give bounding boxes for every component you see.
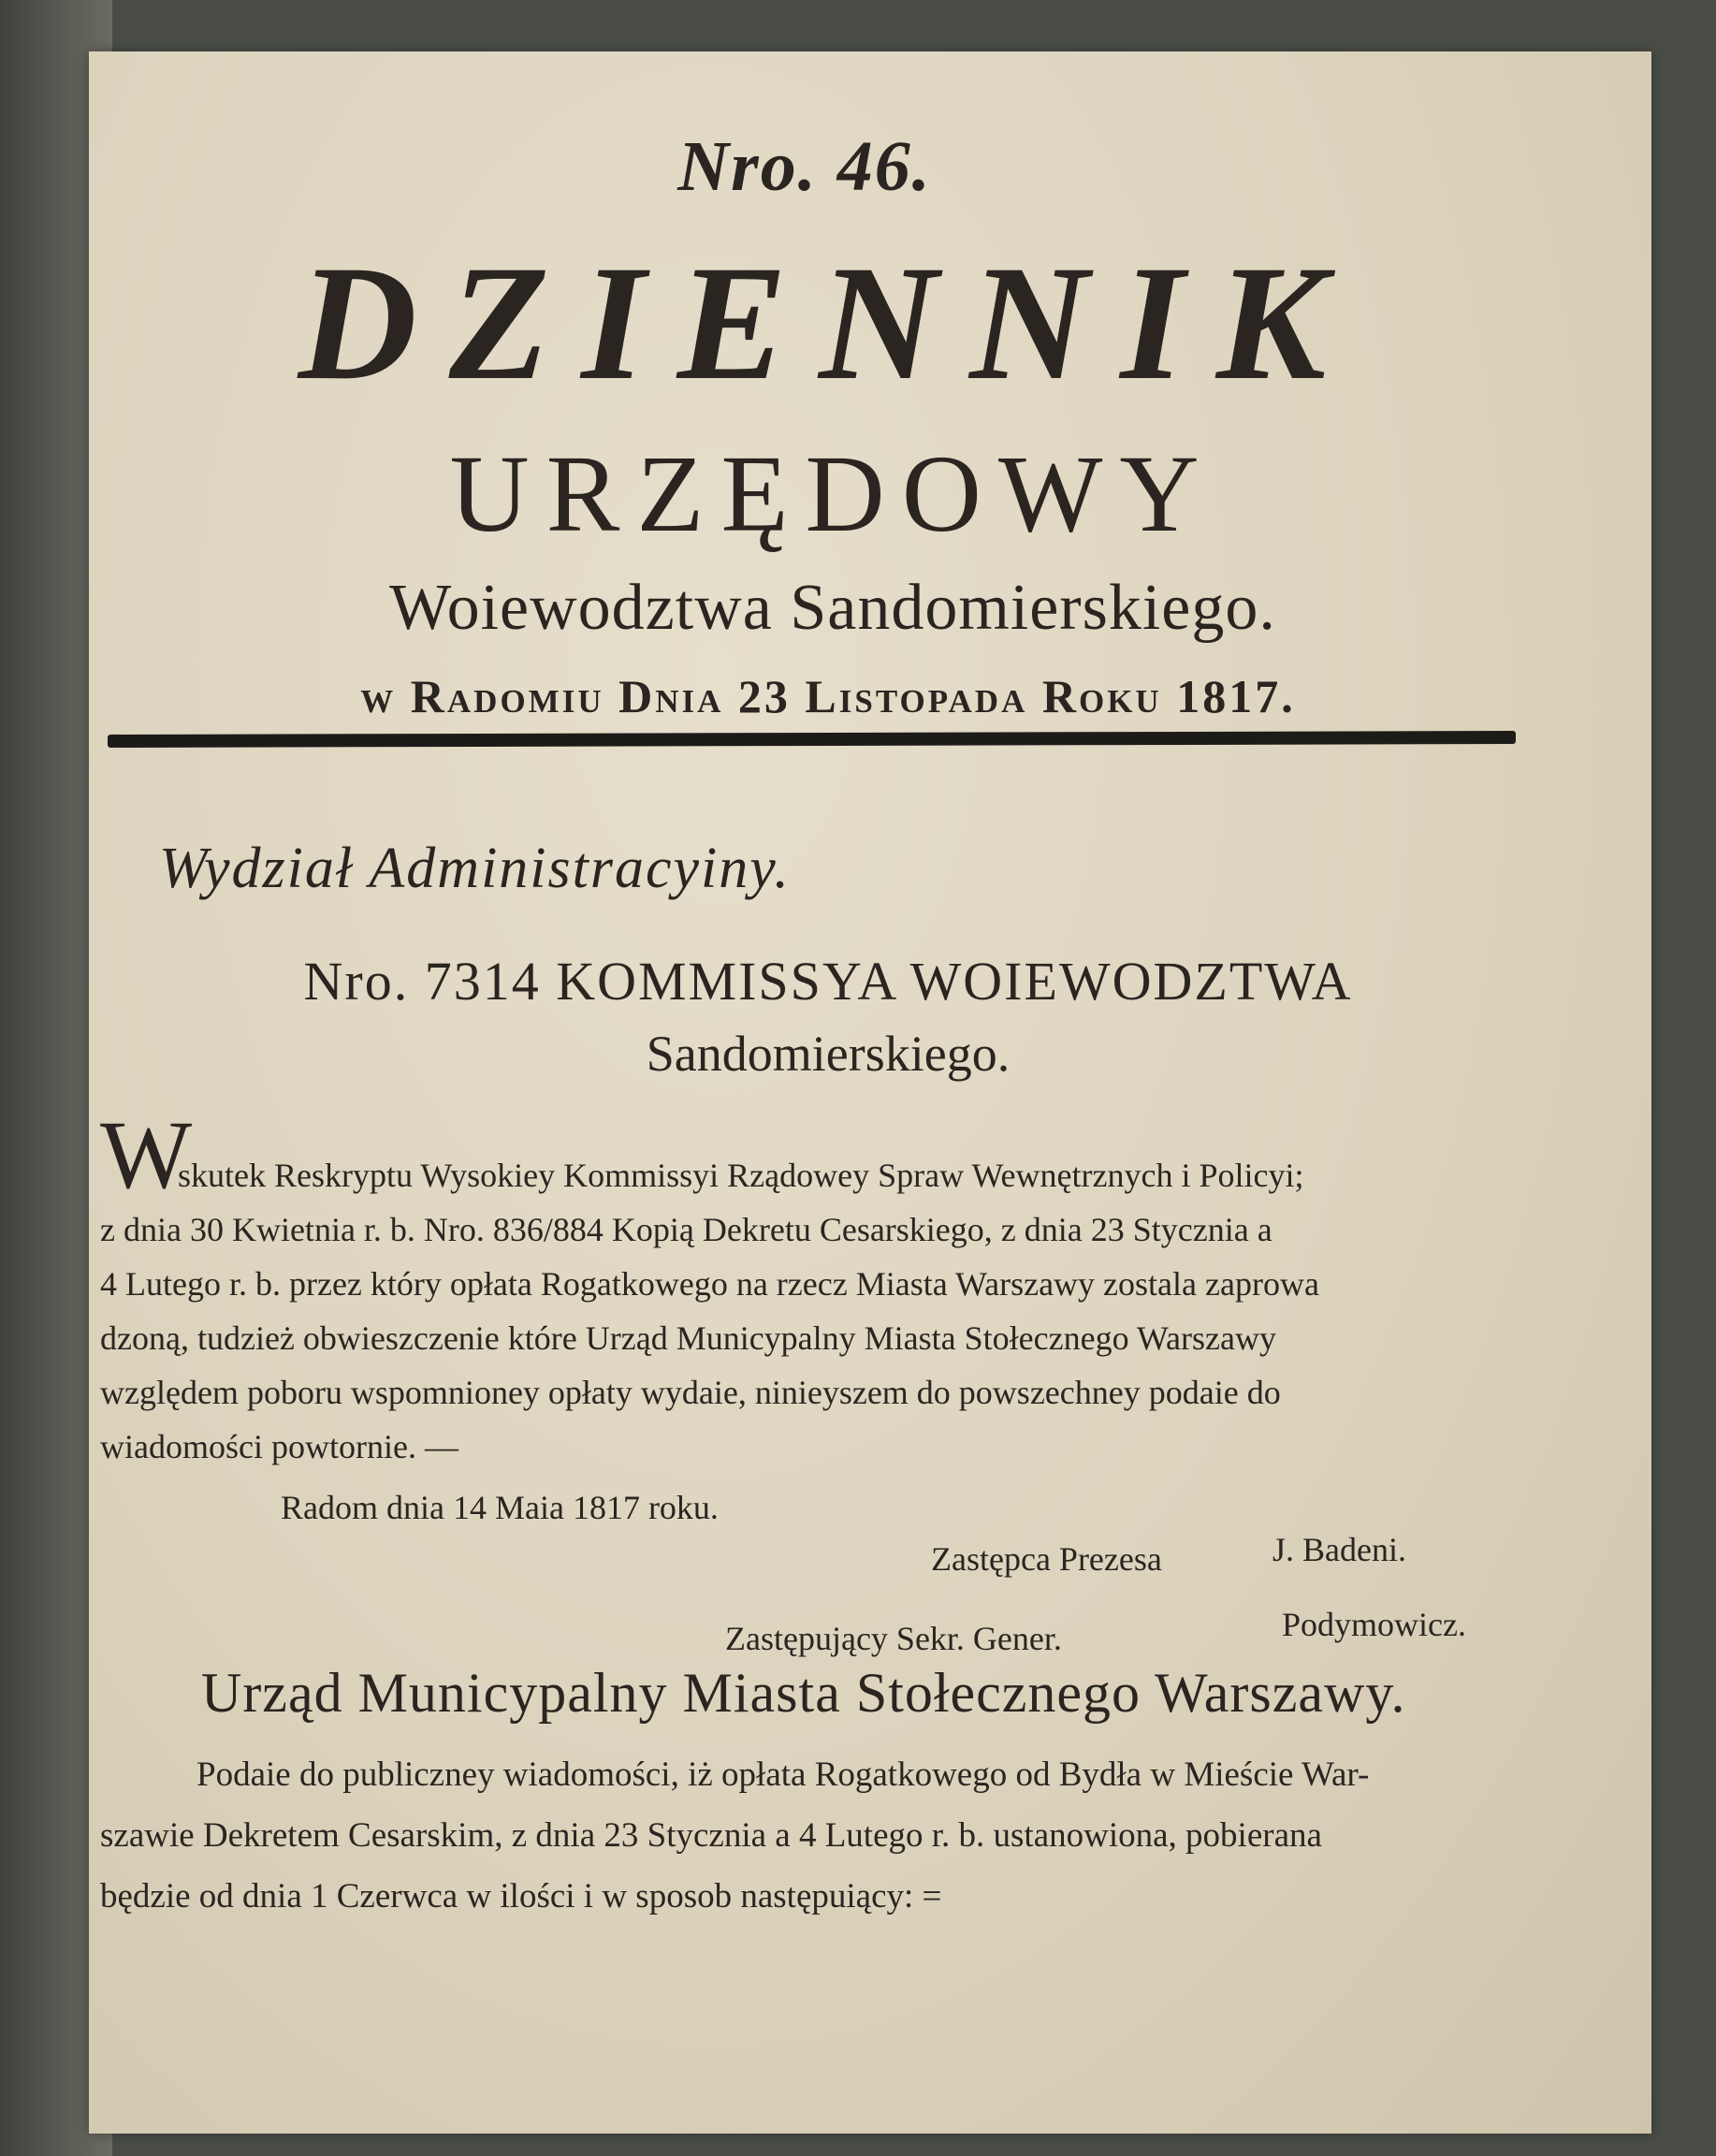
place-date: Radom dnia 14 Maia 1817 roku. bbox=[281, 1489, 719, 1526]
signatory-1-name: J. Badeni. bbox=[1272, 1531, 1406, 1568]
drop-cap: W bbox=[100, 1101, 193, 1209]
decree-line: wiadomości powtornie. — bbox=[100, 1428, 458, 1465]
decree-line: dzoną, tudzież obwieszczenie które Urząd Municypalny Miasta Stołecznego Warszawy bbox=[100, 1319, 1276, 1357]
dateline: w Radomiu Dnia 23 Listopada Roku 1817. bbox=[360, 670, 1296, 722]
decree-line: 4 Lutego r. b. przez który opłata Rogatkowego na rzecz Miasta Warszawy zostala zaprowa bbox=[100, 1265, 1319, 1303]
newspaper-page bbox=[89, 51, 1651, 2134]
masthead-subtitle: URZĘDOWY bbox=[449, 432, 1216, 555]
masthead-rule bbox=[108, 731, 1516, 748]
decree-line: względem poboru wspomnioney opłaty wydaie, ninieyszem do powszechney podaie do bbox=[100, 1374, 1281, 1411]
masthead-region: Woiewodztwa Sandomierskiego. bbox=[389, 572, 1276, 644]
signatory-2-title: Zastępujący Sekr. Gener. bbox=[725, 1620, 1062, 1657]
decree-line: z dnia 30 Kwietnia r. b. Nro. 836/884 Kopią Dekretu Cesarskiego, z dnia 23 Stycznia a bbox=[100, 1211, 1272, 1248]
notice-heading: Urząd Municypalny Miasta Stołecznego Warszawy. bbox=[201, 1662, 1406, 1724]
issue-number: Nro. 46. bbox=[677, 127, 932, 206]
section-title: Wydział Administracyiny. bbox=[159, 837, 791, 900]
decree-subheading: Sandomierskiego. bbox=[646, 1026, 1011, 1082]
decree-heading: Nro. 7314 KOMMISSYA WOIEWODZTWA bbox=[303, 951, 1353, 1012]
notice-line: będzie od dnia 1 Czerwca w ilości i w sposob następuiący: = bbox=[100, 1877, 942, 1916]
signatory-2-name: Podymowicz. bbox=[1282, 1606, 1466, 1643]
notice-line: Podaie do publiczney wiadomości, iż opłata Rogatkowego od Bydła w Mieście War- bbox=[196, 1755, 1370, 1794]
masthead-title: DZIENNIK bbox=[298, 232, 1359, 415]
notice-line: szawie Dekretem Cesarskim, z dnia 23 Stycznia a 4 Lutego r. b. ustanowiona, pobierana bbox=[100, 1816, 1322, 1855]
signatory-1-title: Zastępca Prezesa bbox=[931, 1540, 1162, 1578]
decree-line: skutek Reskryptu Wysokiey Kommissyi Rządowey Spraw Wewnętrznych i Policyi; bbox=[178, 1157, 1304, 1194]
